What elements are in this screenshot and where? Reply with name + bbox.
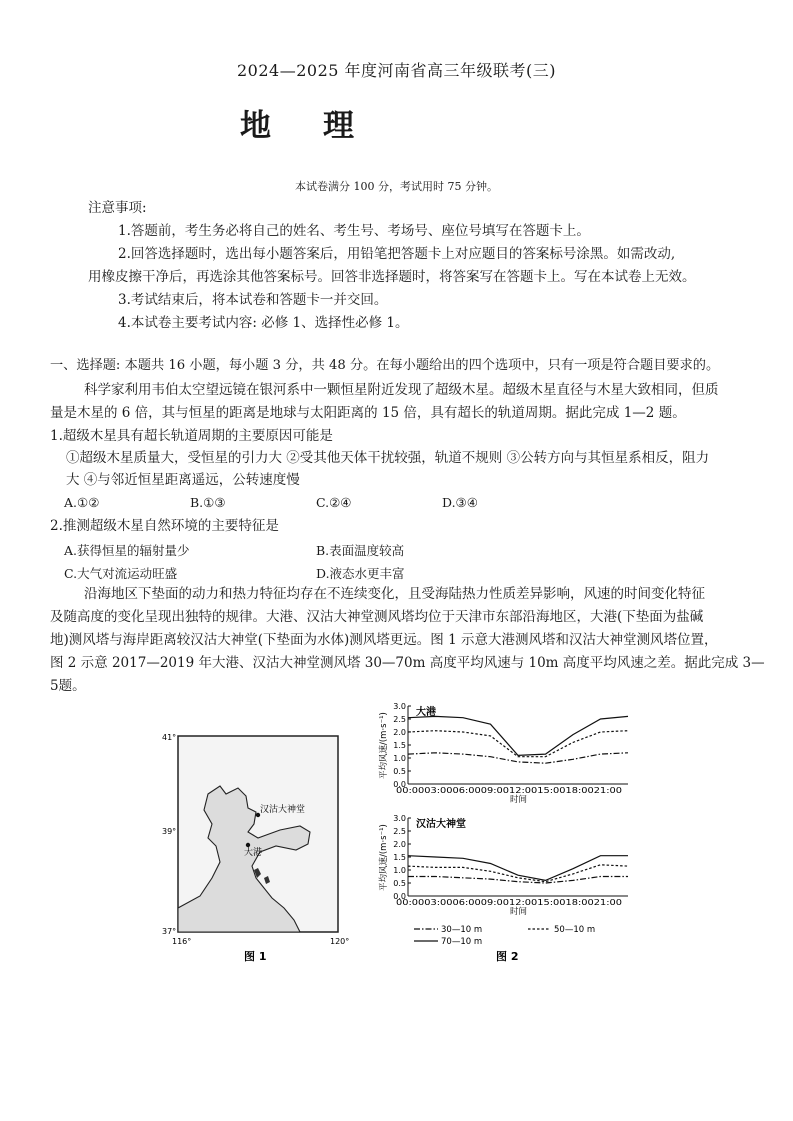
passage1-line-1: 科学家利用韦伯太空望远镜在银河系中一颗恒星附近发现了超级木星。超级木星直径与木星大致相同，但质	[84, 382, 719, 398]
chart-hangu-y-label: 平均风速/(m·s⁻¹)	[379, 824, 389, 891]
notice-heading: 注意事项:	[88, 200, 147, 216]
legend-label-50: 50—10 m	[554, 925, 596, 935]
y-tick-label: 1.5	[393, 853, 406, 862]
figure1-map	[160, 728, 360, 968]
q1-stem: 1.超级木星具有超长轨道周期的主要原因可能是	[50, 428, 333, 444]
q1-option-b[interactable]: B.①③	[190, 495, 226, 510]
q1-option-d[interactable]: D.③④	[442, 495, 478, 510]
chart-hangu-x-ticks: 00:0003:0006:0009:0012:0015:0018:0021:00	[396, 898, 622, 907]
y-tick-label: 2.5	[393, 715, 406, 724]
series-line-70-10	[408, 716, 628, 755]
legend-label-70: 70—10 m	[441, 937, 483, 947]
y-tick-label: 2.0	[393, 840, 406, 849]
notice-item-3: 3.考试结束后，将本试卷和答题卡一并交回。	[118, 292, 388, 308]
passage2-line-1: 沿海地区下垫面的动力和热力特征均存在不连续变化，且受海陆热力性质差异影响，风速的时间变化特征	[84, 586, 705, 602]
lat-37: 37°	[162, 927, 177, 936]
y-tick-label: 1.5	[393, 741, 406, 750]
q2-option-c[interactable]: C.大气对流运动旺盛	[64, 566, 178, 581]
chart-dagang-title: 大港	[416, 707, 436, 718]
figure1-caption: 图 1	[244, 950, 267, 963]
y-tick-label: 0.0	[393, 892, 406, 901]
subject-title: 地理	[240, 108, 406, 144]
lat-41: 41°	[162, 733, 177, 742]
q2-option-b[interactable]: B.表面温度较高	[316, 543, 405, 558]
chart-hangu-title: 汉沽大神堂	[416, 819, 466, 830]
notice-item-2-cont: 用橡皮擦干净后，再选涂其他答案标号。回答非选择题时，将答案写在答题卡上。写在本试卷上无效。	[88, 269, 696, 285]
q1-option-a[interactable]: A.①②	[64, 495, 100, 510]
y-tick-label: 3.0	[393, 702, 406, 711]
notice-item-1: 1.答题前，考生务必将自己的姓名、考生号、考场号、座位号填写在答题卡上。	[118, 223, 590, 239]
series-line-50-10	[408, 865, 628, 882]
y-tick-label: 0.5	[393, 879, 406, 888]
passage2-line-5: 5题。	[50, 678, 86, 694]
place-hangu: 汉沽大神堂	[260, 805, 306, 815]
y-tick-label: 0.0	[393, 780, 406, 789]
passage1-line-2: 量是木星的 6 倍，其与恒星的距离是地球与太阳距离的 15 倍，具有超长的轨道周期。据此完成 1—2 题。	[50, 405, 686, 421]
lon-116: 116°	[172, 937, 192, 946]
q2-option-d[interactable]: D.液态水更丰富	[316, 566, 405, 581]
chart-hangu	[378, 814, 628, 917]
exam-title: 2024—2025 年度河南省高三年级联考(三)	[236, 61, 556, 80]
series-line-50-10	[408, 731, 628, 757]
y-tick-label: 3.0	[393, 814, 406, 823]
q2-option-a[interactable]: A.获得恒星的辐射量少	[64, 543, 190, 558]
notice-item-2: 2.回答选择题时，选出每小题答案后，用铅笔把答题卡上对应题目的答案标号涂黑。如需改动,	[118, 246, 676, 262]
q1-option-c[interactable]: C.②④	[316, 495, 352, 510]
q1-statement-1: ①超级木星质量大，受恒星的引力大 ②受其他天体干扰较强，轨道不规则 ③公转方向与其恒星系相反，阻力	[66, 450, 710, 466]
passage2-line-3: 地)测风塔与海岸距离较汉沽大神堂(下垫面为水体)测风塔更远。图 1 示意大港测风塔和汉沽大神堂测风塔位置，	[50, 632, 718, 648]
chart-dagang	[378, 702, 628, 805]
q1-statement-2: 大 ④与邻近恒星距离遥远，公转速度慢	[66, 472, 300, 488]
section-heading: 一、选择题: 本题共 16 小题，每小题 3 分，共 48 分。在每小题给出的四个选项中，只有一项是符合题目要求的。	[50, 358, 720, 373]
figure2-charts	[378, 696, 640, 966]
lat-39: 39°	[162, 827, 177, 836]
series-line-30-10	[408, 877, 628, 884]
y-tick-label: 1.0	[393, 754, 406, 763]
place-dagang: 大港	[244, 848, 263, 858]
score-info: 本试卷满分 100 分，考试用时 75 分钟。	[295, 180, 498, 193]
y-tick-label: 0.5	[393, 767, 406, 776]
passage2-line-2: 及随高度的变化呈现出独特的规律。大港、汉沽大神堂测风塔均位于天津市东部沿海地区，大港(下垫面为盐碱	[50, 609, 704, 625]
notice-item-4: 4.本试卷主要考试内容: 必修 1、选择性必修 1。	[118, 315, 409, 331]
chart-dagang-x-label: 时间	[510, 795, 528, 805]
y-tick-label: 1.0	[393, 866, 406, 875]
lon-120: 120°	[330, 937, 350, 946]
dagang-station-dot	[246, 843, 250, 847]
q2-stem: 2.推测超级木星自然环境的主要特征是	[50, 518, 279, 534]
passage2-line-4: 图 2 示意 2017—2019 年大港、汉沽大神堂测风塔 30—70m 高度平均风速与 10m 高度平均风速之差。据此完成 3—	[50, 655, 765, 671]
chart-hangu-x-label: 时间	[510, 907, 528, 917]
chart-dagang-y-label: 平均风速/(m·s⁻¹)	[379, 712, 389, 779]
chart-dagang-x-ticks: 00:0003:0006:0009:0012:0015:0018:0021:00	[396, 786, 622, 795]
figure2-caption: 图 2	[496, 950, 519, 963]
legend-label-30: 30—10 m	[441, 925, 483, 935]
y-tick-label: 2.5	[393, 827, 406, 836]
y-tick-label: 2.0	[393, 728, 406, 737]
series-line-30-10	[408, 753, 628, 763]
